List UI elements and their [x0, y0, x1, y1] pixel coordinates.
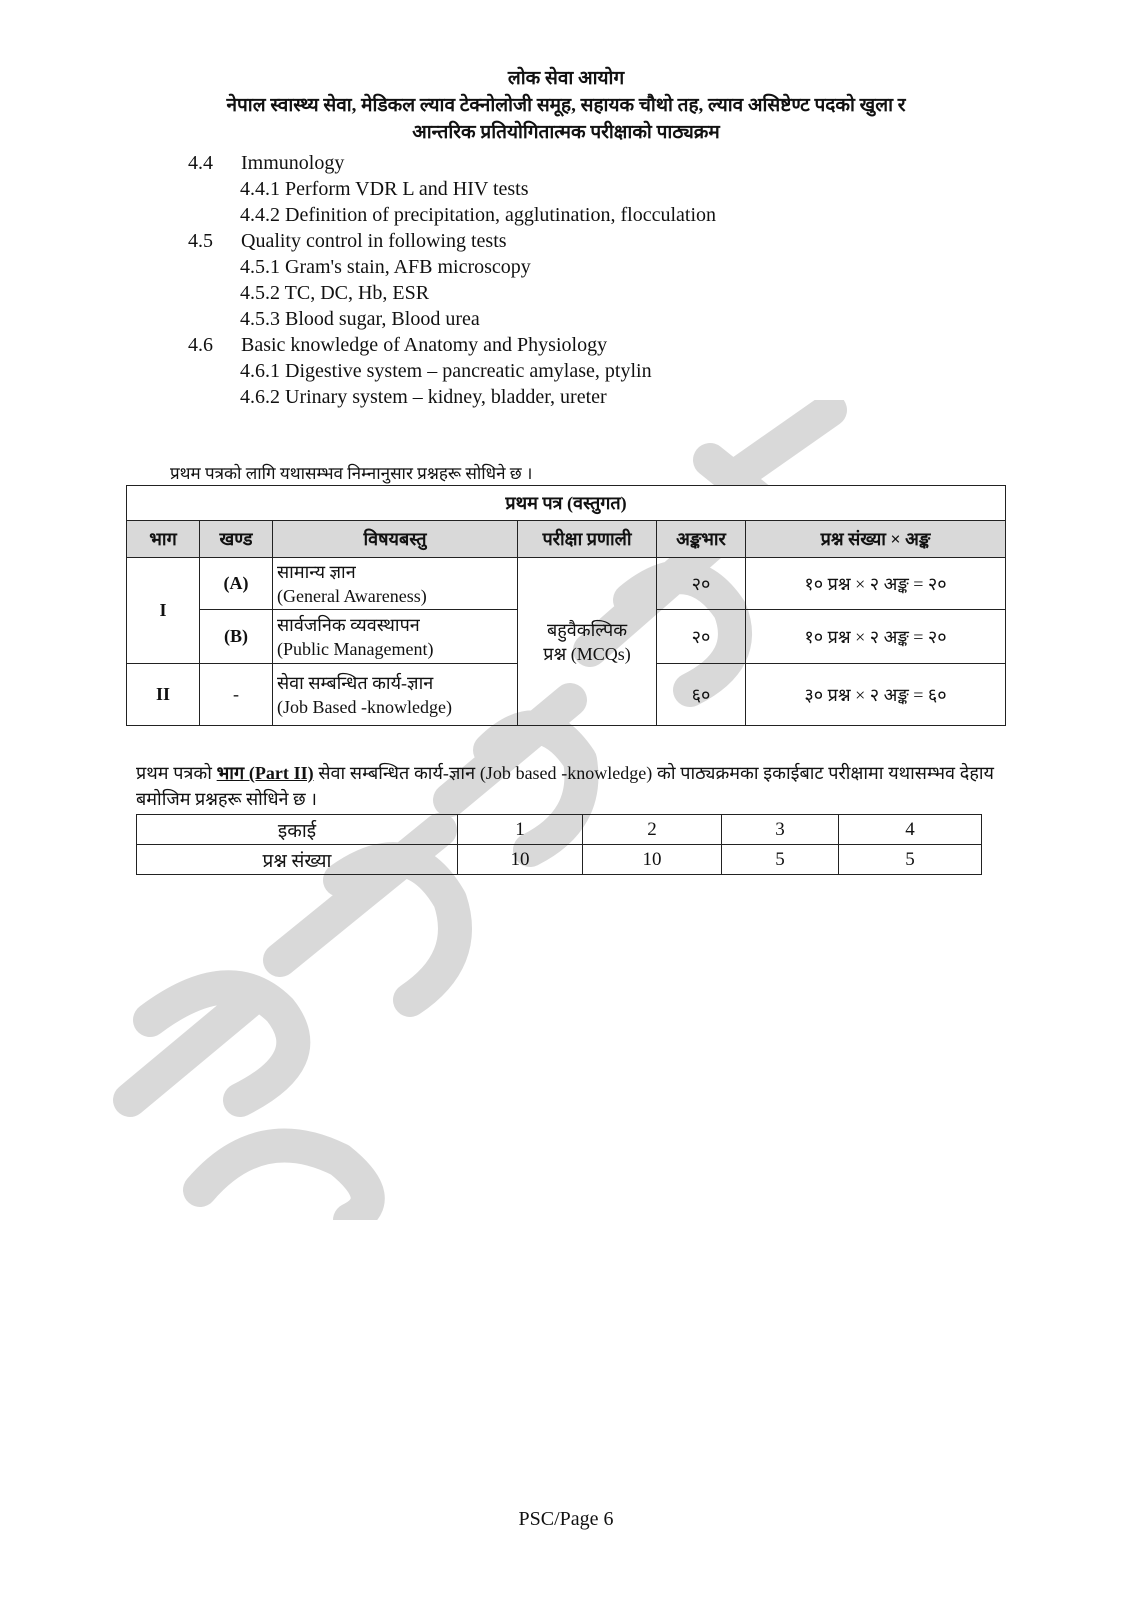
col-header: खण्ड	[200, 521, 273, 558]
outline-item: 4.6.2 Urinary system – kidney, bladder, ureter	[240, 386, 607, 408]
outline-item: 4.6.1 Digestive system – pancreatic amylase, ptylin	[240, 360, 652, 382]
outline-item: 4.4.2 Definition of precipitation, agglutination, flocculation	[240, 204, 716, 226]
col-header: प्रश्न संख्या × अङ्क	[746, 521, 1006, 558]
outline-item: 4.5.2 TC, DC, Hb, ESR	[240, 282, 430, 304]
exam-structure-table	[126, 485, 1006, 726]
part-ii-paragraph: प्रथम पत्रको भाग (Part II) सेवा सम्बन्धित कार्य-ज्ञान (Job based -knowledge) को पाठ्यक्रमका इकाईबाट परीक्षामा यथासम्भव देहाय बमोजिम प्रश्नहरू सोधिने छ ।	[136, 763, 994, 809]
count-cell: 10	[583, 845, 722, 875]
marks-cell: २०	[657, 610, 746, 664]
marks-cell: ६०	[657, 664, 746, 726]
unit-cell: 1	[458, 815, 583, 845]
col-header: विषयबस्तु	[273, 521, 518, 558]
formula-cell: १० प्रश्न × २ अङ्क = २०	[746, 558, 1006, 610]
page-footer: PSC/Page 6	[518, 1508, 614, 1530]
table-row	[137, 815, 982, 845]
header-line-1: लोक सेवा आयोग	[507, 68, 625, 89]
header-line-3: आन्तरिक प्रतियोगितात्मक परीक्षाको पाठ्यक्रम	[412, 122, 720, 143]
section-cell: (A)	[200, 558, 273, 610]
col-header: परीक्षा प्रणाली	[518, 521, 657, 558]
row-label: प्रश्न संख्या	[137, 845, 458, 875]
subject-cell: सार्वजनिक व्यवस्थापन (Public Management)	[273, 610, 518, 664]
outline-item: 4.6 Basic knowledge of Anatomy and Physiology	[188, 334, 608, 356]
outline-item: 4.4 Immunology	[188, 152, 345, 174]
section-cell: -	[200, 664, 273, 726]
part-cell: II	[127, 664, 200, 726]
count-cell: 5	[839, 845, 982, 875]
outline-item: 4.5 Quality control in following tests	[188, 230, 507, 252]
table-caption: प्रथम पत्र (वस्तुगत)	[127, 486, 1006, 521]
part-cell: I	[127, 558, 200, 664]
unit-cell: 2	[583, 815, 722, 845]
header-line-2: नेपाल स्वास्थ्य सेवा, मेडिकल ल्याव टेक्नोलोजी समूह, सहायक चौथो तह, ल्याव असिष्टेण्ट पदको खुला र	[226, 95, 906, 116]
table-row	[137, 845, 982, 875]
formula-cell: १० प्रश्न × २ अङ्क = २०	[746, 610, 1006, 664]
unit-question-table	[136, 814, 982, 875]
method-cell: बहुवैकल्पिक प्रश्न (MCQs)	[518, 558, 657, 726]
col-header: भाग	[127, 521, 200, 558]
subject-cell: सामान्य ज्ञान (General Awareness)	[273, 558, 518, 610]
count-cell: 5	[722, 845, 839, 875]
subject-cell: सेवा सम्बन्धित कार्य-ज्ञान (Job Based -knowledge)	[273, 664, 518, 726]
outline-item: 4.5.1 Gram's stain, AFB microscopy	[240, 256, 531, 278]
col-header: अङ्कभार	[657, 521, 746, 558]
section-cell: (B)	[200, 610, 273, 664]
table-row	[127, 558, 1006, 610]
outline-item: 4.4.1 Perform VDR L and HIV tests	[240, 178, 529, 200]
unit-cell: 4	[839, 815, 982, 845]
count-cell: 10	[458, 845, 583, 875]
outline-item: 4.5.3 Blood sugar, Blood urea	[240, 308, 480, 330]
row-label: इकाई	[137, 815, 458, 845]
unit-cell: 3	[722, 815, 839, 845]
formula-cell: ३० प्रश्न × २ अङ्क = ६०	[746, 664, 1006, 726]
marks-cell: २०	[657, 558, 746, 610]
intro-text: प्रथम पत्रको लागि यथासम्भव निम्नानुसार प्रश्नहरू सोधिने छ ।	[170, 464, 533, 483]
